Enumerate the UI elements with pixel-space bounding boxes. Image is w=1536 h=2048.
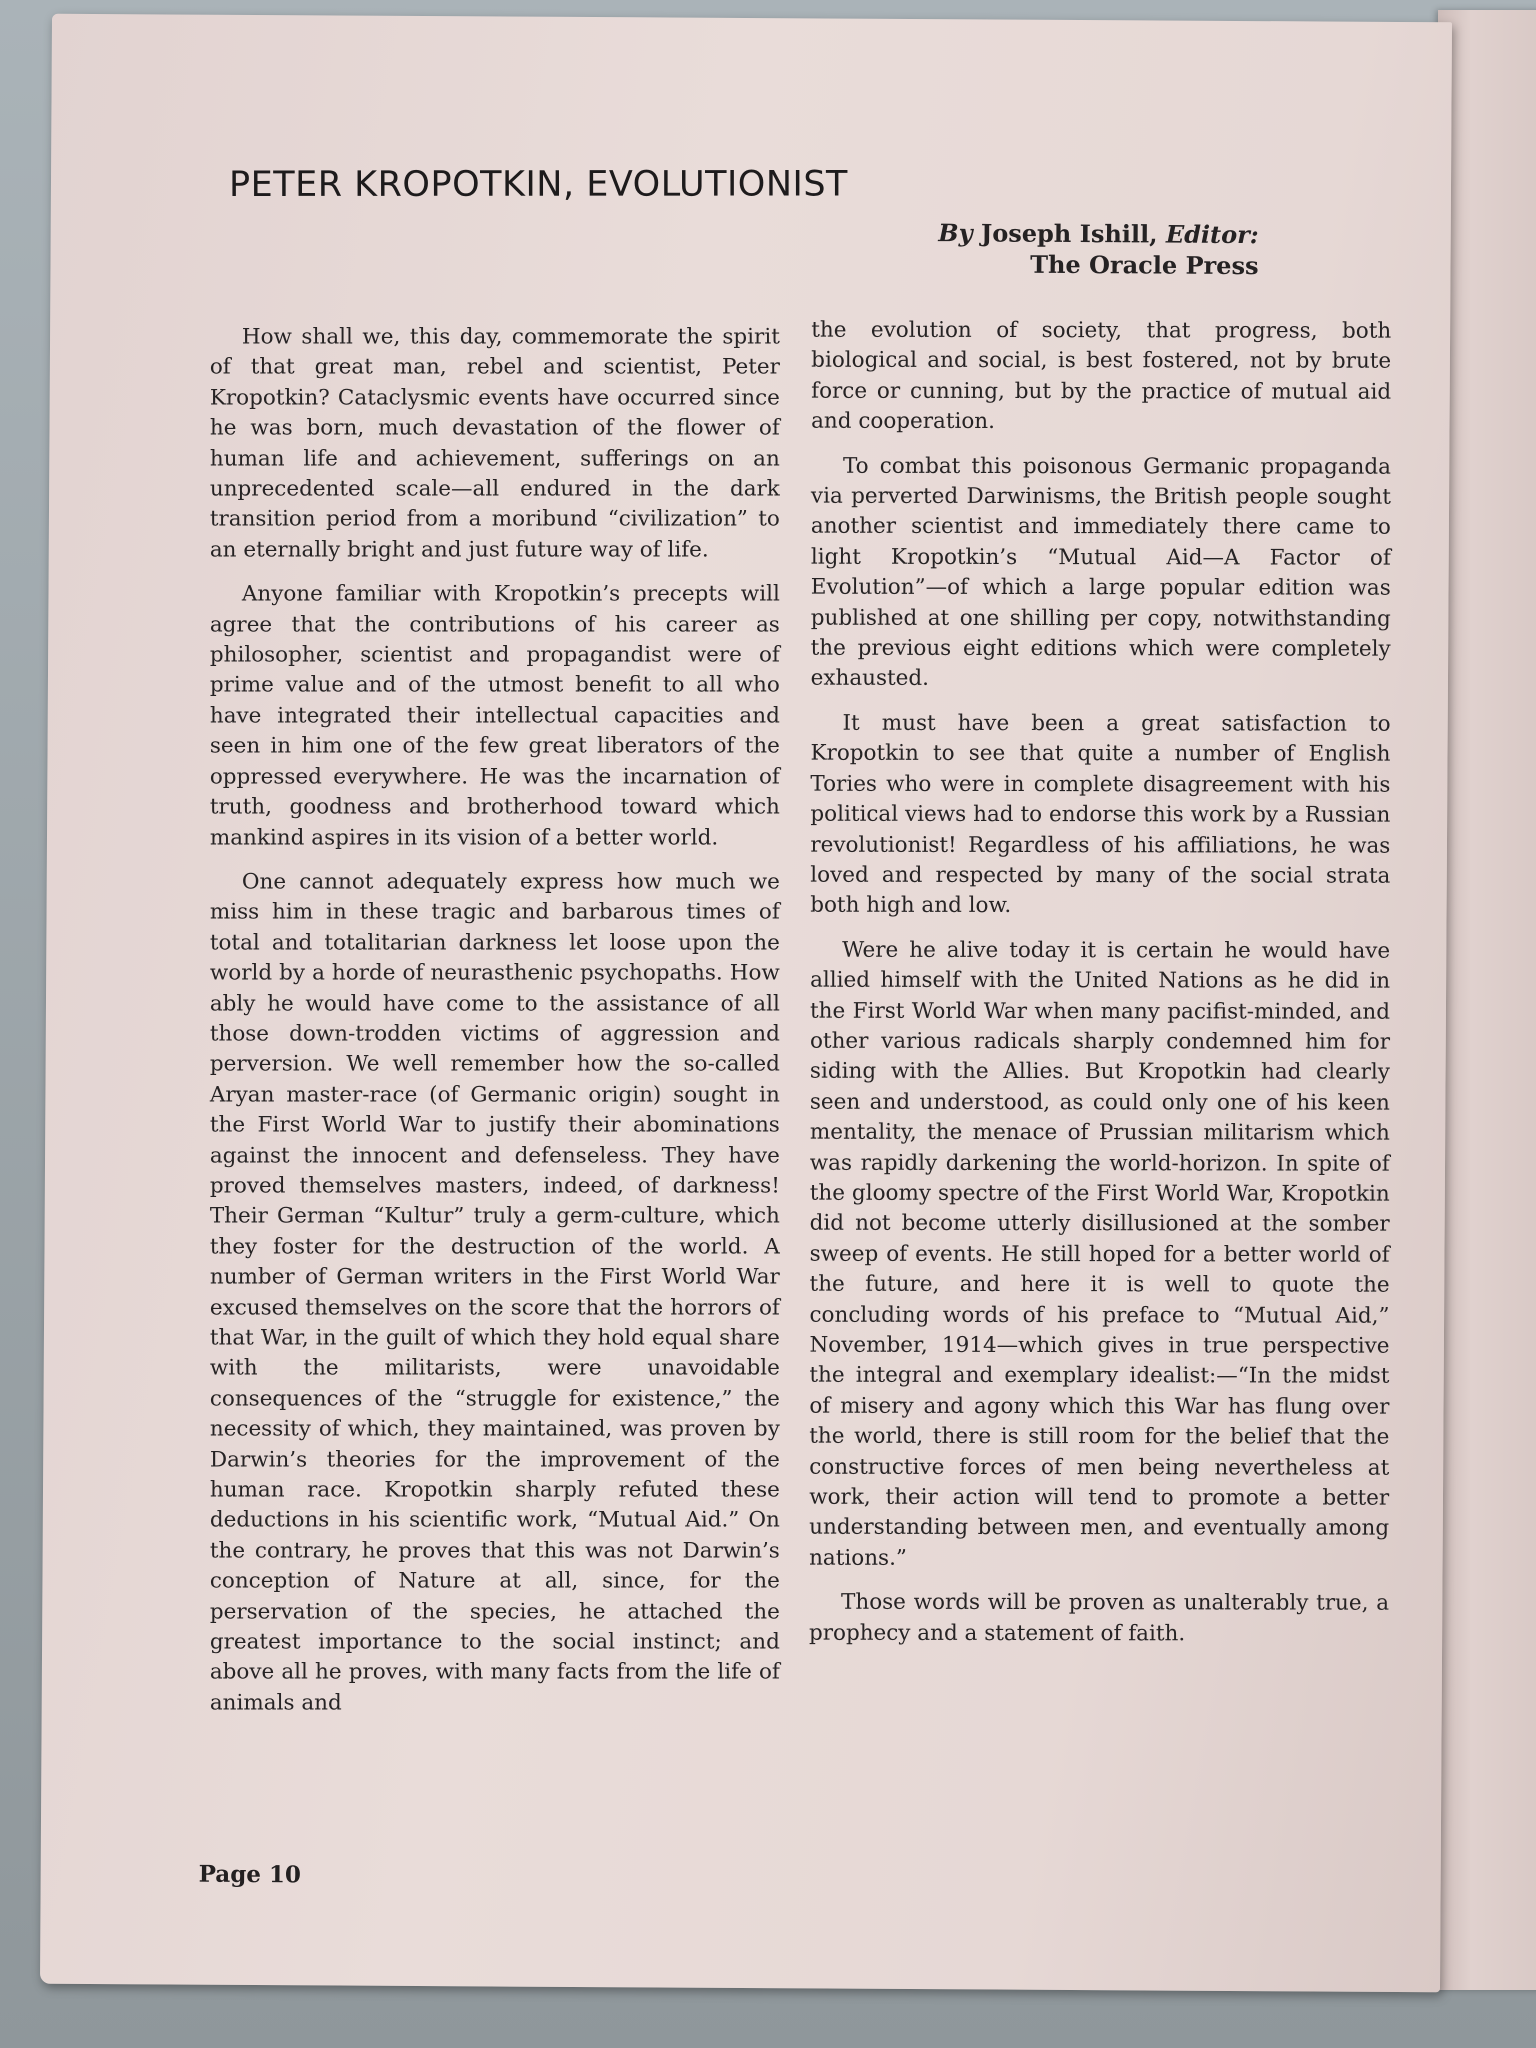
left-column [210,322,780,1732]
page-number: Page 10 [198,1860,302,1889]
right-column [809,316,1391,1664]
byline-press: The Oracle Press [1030,249,1259,281]
paragraph: Were he alive today it is certain he would have allied himself with the United Nations as he did in the First World War when many pacifist-minded, and other various radicals sharply condemned him for siding with the Allies. But Kropotkin had clearly seen and understood, as could only one of his keen mentality, the menace of Prussian militarism which was rapidly darkening the world-horizon. In spite of the gloomy spectre of the First World War, Kropotkin did not become utterly disillusioned at the somber sweep of events. He still hoped for a better world of the future, and here it is well to quote the concluding words of his preface to “Mutual Aid,” November, 1914—which gives in true perspective the integral and exemplary idealist:—“In the midst of misery and agony which this War has flung over the world, there is still room for the belief that the constructive forces of men being nevertheless at work, their action will tend to promote a better understanding between men, and eventually among nations.” [809,937,1391,1571]
paragraph: Those words will be proven as unalterably true, a prophecy and a statement of faith. [808,1589,1390,1646]
article-title: PETER KROPOTKIN, EVOLUTIONIST [228,164,848,205]
paragraph: One cannot adequately express how much we miss him in these tragic and barbarous times of total and totalitarian darkness let loose upon the world by a horde of neurasthenic psychopaths. How ably he would have come to the assistance of all those down-trodden victims of aggression and perversion. We well remember how the so-called Aryan master-race (of Germanic origin) sought in the First World War to justify their abominations against the innocent and defenseless. They have proved themselves masters, indeed, of darkness! Their German “Kultur” truly a germ-culture, which they foster for the destruction of the world. A number of German writers in the First World War excused themselves on the score that the horrors of that War, in the guilt of which they hold equal share with the militarists, were unavoidable consequences of the “struggle for existence,” the necessity of which, they maintained, was proven by Darwin’s theories for the improvement of the human race. Kropotkin sharply refuted these deductions in his scientific work, “Mutual Aid.” On the contrary, he proves that this was not Darwin’s conception of Nature at all, since, for the perservation of the species, he attached the greatest importance to the social instinct; and above all he proves, with many facts from the life of animals and [209,869,780,1716]
paragraph: To combat this poisonous Germanic propaganda via perverted Darwinisms, the British people sought another scientist and immediately there came to light Kropotkin’s “Mutual Aid—A Factor of Evolution”—of which a large popular edition was published at one shilling per copy, notwithstanding the previous eight editions which were completely exhausted. [810,453,1392,692]
byline-role: Editor: [1165,219,1259,250]
byline-author: Joseph Ishill, [980,218,1158,249]
article-byline [758,216,1258,281]
adjacent-page-edge [1438,10,1536,1990]
paragraph: Anyone familiar with Kropotkin’s precepts will agree that the contributions of his career as philosopher, scientist and propagandist were of prime value and of the utmost benefit to all who have integrated their intellectual capacities and seen in him one of the few great liberators of the oppressed everywhere. He was the incarnation of truth, goodness and brotherhood toward which mankind aspires in its vision of a better world. [209,581,780,850]
magazine-page [40,14,1452,1993]
paragraph-continued: the evolution of society, that progress, both biological and social, is best fostered, not by brute force or cunning, but by the practice of mutual aid and cooperation. [811,317,1392,435]
paragraph: How shall we, this day, commemorate the spirit of that great man, rebel and scientist, Peter Kropotkin? Cataclysmic events have occurred since he was born, much devastation of the flower of human life and achievement, sufferings on an unprecedented scale—all endured in the dark transition period from a moribund “civilization” to an eternally bright and just future way of life. [209,324,780,563]
byline-by: By [938,218,973,248]
paragraph: It must have been a great satisfaction to Kropotkin to see that quite a number of English Tories who were in complete disagreement with his political views had to endorse this work by a Russian revolutionist! Regardless of his affiliations, he was loved and respected by many of the social strata both high and low. [810,710,1391,919]
